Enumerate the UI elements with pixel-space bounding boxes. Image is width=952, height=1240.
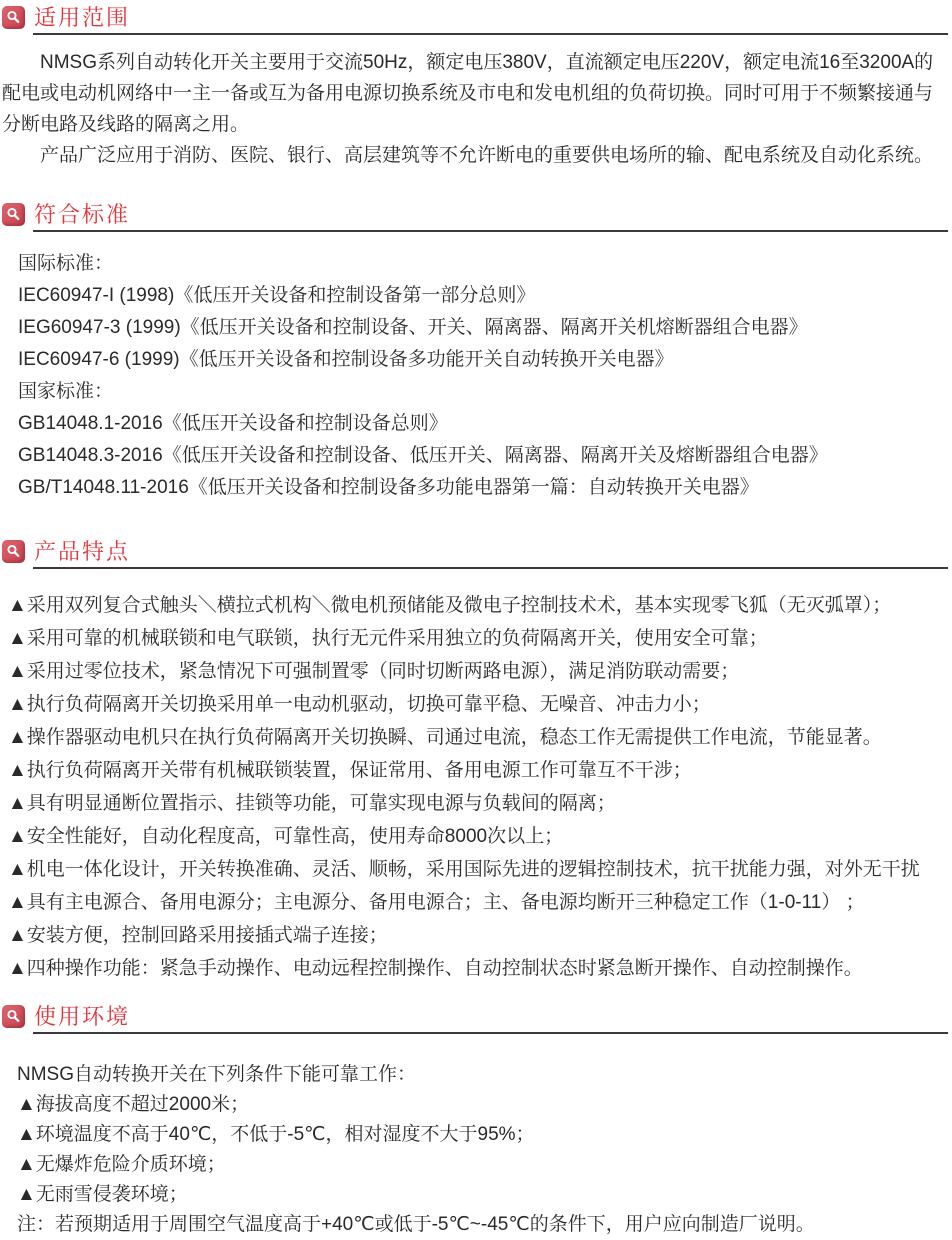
standard-line: GB/T14048.11-2016《低压开关设备和控制设备多功能电器第一篇：自动转换开关电器》 <box>18 477 759 498</box>
standards-list <box>0 232 952 504</box>
scope-paragraph: 产品广泛应用于消防、医院、银行、高层建筑等不允许断电的重要供电场所的输、配电系统及自动化系统。 <box>40 145 934 166</box>
scope-paragraphs <box>0 35 952 171</box>
environment-bullet: ▲无爆炸危险介质环境； <box>17 1154 226 1175</box>
standard-line: IEG60947-3 (1999)《低压开关设备和控制设备、开关、隔离器、隔离开关机熔断器组合电器》 <box>18 317 808 338</box>
magnifier-icon <box>2 203 25 226</box>
section-scope-header <box>0 4 952 31</box>
section-standards-header <box>0 201 952 228</box>
standard-line: 国际标准： <box>18 253 114 274</box>
feature-bullet: ▲安装方便，控制回路采用接插式端子连接； <box>8 925 388 946</box>
standard-line: GB14048.3-2016《低压开关设备和控制设备、低压开关、隔离器、隔离开关及熔断器组合电器》 <box>18 445 828 466</box>
feature-bullet: ▲机电一体化设计，开关转换准确、灵活、顺畅，采用国际先进的逻辑控制技术，抗干扰能力强，对外无干扰 <box>8 859 920 880</box>
feature-bullet: ▲采用过零位技术，紧急情况下可强制置零（同时切断两路电源），满足消防联动需要； <box>8 661 740 682</box>
magnifier-icon <box>2 6 25 29</box>
feature-bullet: ▲四种操作功能：紧急手动操作、电动远程控制操作、自动控制状态时紧急断开操作、自动控制操作。 <box>8 958 863 979</box>
environment-bullet: ▲无雨雪侵袭环境； <box>17 1184 188 1205</box>
feature-bullet: ▲采用双列复合式触头＼横拉式机构＼微电机预储能及微电子控制技术术，基本实现零飞狐（无灭弧罩）； <box>8 595 892 616</box>
environment-list <box>17 1090 952 1210</box>
feature-bullet: ▲具有主电源合、备用电源分；主电源分、备用电源合；主、备电源均断开三种稳定工作（1-0-11） ； <box>8 892 865 913</box>
environment-intro: NMSG自动转换开关在下列条件下能可靠工作： <box>17 1064 417 1085</box>
standard-line: GB14048.1-2016《低压开关设备和控制设备总则》 <box>18 413 448 434</box>
magnifier-icon <box>2 540 25 563</box>
feature-bullet: ▲执行负荷隔离开关带有机械联锁装置，保证常用、备用电源工作可靠互不干涉； <box>8 760 692 781</box>
feature-bullet: ▲安全性能好，自动化程度高，可靠性高，使用寿命8000次以上； <box>8 826 564 847</box>
feature-bullet: ▲操作器驱动电机只在执行负荷隔离开关切换瞬、司通过电流，稳态工作无需提供工作电流，节能显著。 <box>8 727 882 748</box>
environment-bullet: ▲环境温度不高于40℃，不低于-5℃，相对湿度不大于95%； <box>17 1124 535 1145</box>
feature-bullet: ▲采用可靠的机械联锁和电气联锁，执行无元件采用独立的负荷隔离开关，使用安全可靠； <box>8 628 768 649</box>
section-features-header <box>0 538 952 565</box>
section-environment <box>0 1003 952 1240</box>
magnifier-icon <box>2 1005 25 1028</box>
standard-line: 国家标准： <box>18 381 114 402</box>
section-scope <box>0 0 952 171</box>
section-environment-header <box>0 1003 952 1030</box>
section-features <box>0 538 952 985</box>
environment-body <box>0 1034 952 1240</box>
section-title: 使用环境 <box>34 1004 131 1029</box>
scope-paragraph: NMSG系列自动转化开关主要用于交流50Hz，额定电压380V，直流额定电压220V，额定电流16至3200A的配电或电动机网络中一主一备或互为备用电源切换系统及市电和发电机组的负荷切换。同时可用于不频繁接通与分断电路及线路的隔离之用。 <box>2 52 934 135</box>
feature-bullet: ▲具有明显通断位置指示、挂锁等功能，可靠实现电源与负载间的隔离； <box>8 793 616 814</box>
standard-line: IEC60947-I (1998)《低压开关设备和控制设备第一部分总则》 <box>18 285 536 306</box>
section-title: 产品特点 <box>34 539 131 564</box>
section-title: 符合标准 <box>34 202 131 227</box>
environment-note: 注：若预期适用于周围空气温度高于+40℃或低于-5℃~-45℃的条件下，用户应向制造厂说明。 <box>17 1214 815 1235</box>
standard-line: IEC60947-6 (1999)《低压开关设备和控制设备多功能开关自动转换开关电器》 <box>18 349 674 370</box>
environment-bullet: ▲海拔高度不超过2000米； <box>17 1094 250 1115</box>
feature-bullet: ▲执行负荷隔离开关切换采用单一电动机驱动，切换可靠平稳、无噪音、冲击力小； <box>8 694 711 715</box>
features-list <box>0 569 952 985</box>
section-standards <box>0 201 952 504</box>
section-title: 适用范围 <box>34 5 131 30</box>
